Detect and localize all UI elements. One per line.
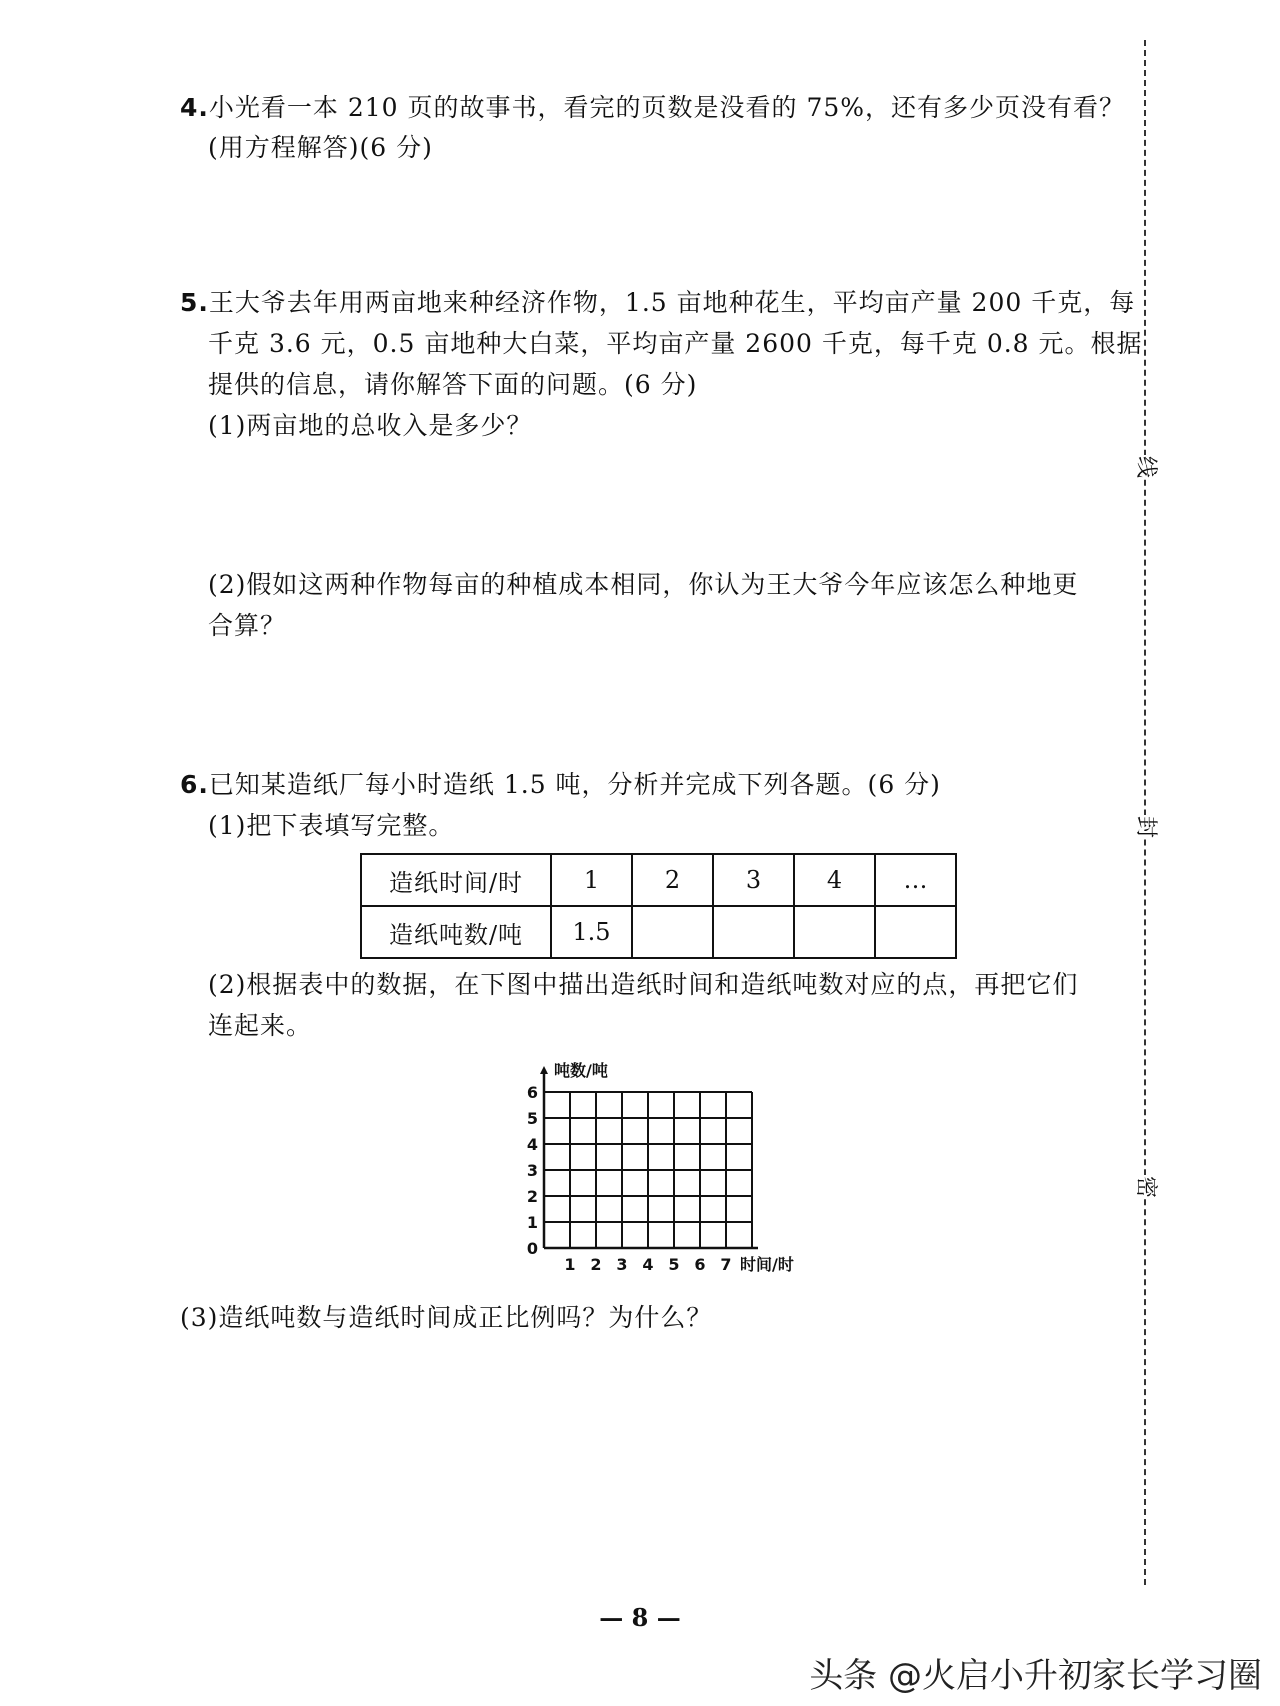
y-tick-label: 2 (526, 1187, 538, 1206)
question-text: 已知某造纸厂每小时造纸 1.5 吨，分析并完成下列各题。(6 分) (208, 770, 941, 799)
table-cell: 1.5 (551, 906, 632, 958)
table-cell: 4 (794, 854, 875, 906)
question-6 (180, 765, 941, 805)
table-row (361, 854, 956, 906)
y-tick-label: 1 (526, 1213, 538, 1232)
y-axis-label: 吨数/吨 (554, 1061, 608, 1080)
table-row (361, 906, 956, 958)
x-tick-label: 4 (642, 1255, 654, 1274)
y-tick-label: 3 (526, 1161, 538, 1180)
binding-dashed-line (1144, 40, 1146, 1585)
margin-char-mi: 密 (1133, 1175, 1158, 1198)
table-cell-blank[interactable] (794, 906, 875, 958)
x-tick-label: 2 (590, 1255, 602, 1274)
x-tick-label: 6 (694, 1255, 706, 1274)
y-tick-label: 4 (526, 1135, 538, 1154)
table-cell-blank[interactable] (632, 906, 713, 958)
question-text: 王大爷去年用两亩地来种经济作物，1.5 亩地种花生，平均亩产量 200 千克，每 (208, 288, 1136, 317)
grid-chart[interactable] (500, 1050, 820, 1280)
table-cell: … (875, 854, 956, 906)
question-5-sub-2-line-2: 合算？ (208, 611, 287, 640)
question-number: 5. (180, 288, 209, 317)
question-5 (180, 283, 1135, 323)
question-6-sub-3: (3)造纸吨数与造纸时间成正比例吗？为什么？ (180, 1303, 713, 1332)
margin-char-xian: 线 (1133, 455, 1158, 478)
table-cell-blank[interactable] (875, 906, 956, 958)
question-5-sub-2-line-1: (2)假如这两种作物每亩的种植成本相同，你认为王大爷今年应该怎么种地更 (208, 570, 1079, 599)
question-4 (180, 88, 1125, 128)
question-6-sub-1: (1)把下表填写完整。 (208, 811, 455, 840)
x-axis-label: 时间/时 (740, 1255, 794, 1274)
fill-table (360, 853, 957, 959)
question-number: 4. (180, 93, 209, 122)
question-6-sub-2-line-1: (2)根据表中的数据，在下图中描出造纸时间和造纸吨数对应的点，再把它们 (208, 970, 1079, 999)
question-5-line-3: 提供的信息，请你解答下面的问题。(6 分) (208, 370, 698, 399)
page-number: — 8 — (599, 1603, 681, 1632)
watermark-text: 头条 @火启小升初家长学习圈 (809, 1656, 1262, 1696)
question-5-sub-1: (1)两亩地的总收入是多少？ (208, 411, 533, 440)
x-tick-label: 5 (668, 1255, 680, 1274)
table-cell: 2 (632, 854, 713, 906)
question-text: 小光看一本 210 页的故事书，看完的页数是没看的 75%，还有多少页没有看？ (208, 93, 1126, 122)
y-axis-arrow-icon (540, 1066, 548, 1074)
table-row-header: 造纸时间/时 (361, 854, 551, 906)
y-tick-label: 0 (526, 1239, 538, 1258)
x-tick-label: 1 (564, 1255, 576, 1274)
question-5-line-2: 千克 3.6 元，0.5 亩地种大白菜，平均亩产量 2600 千克，每千克 0.8 元。根据 (208, 329, 1143, 358)
table-cell: 1 (551, 854, 632, 906)
question-number: 6. (180, 770, 209, 799)
question-4-line-2: (用方程解答)(6 分) (208, 133, 433, 162)
y-tick-label: 6 (526, 1083, 538, 1102)
x-tick-label: 7 (720, 1255, 732, 1274)
table-cell: 3 (713, 854, 794, 906)
question-6-sub-2-line-2: 连起来。 (208, 1011, 313, 1040)
y-tick-label: 5 (526, 1109, 538, 1128)
table-row-header: 造纸吨数/吨 (361, 906, 551, 958)
table-cell-blank[interactable] (713, 906, 794, 958)
x-tick-label: 3 (616, 1255, 628, 1274)
margin-char-feng: 封 (1133, 815, 1158, 838)
